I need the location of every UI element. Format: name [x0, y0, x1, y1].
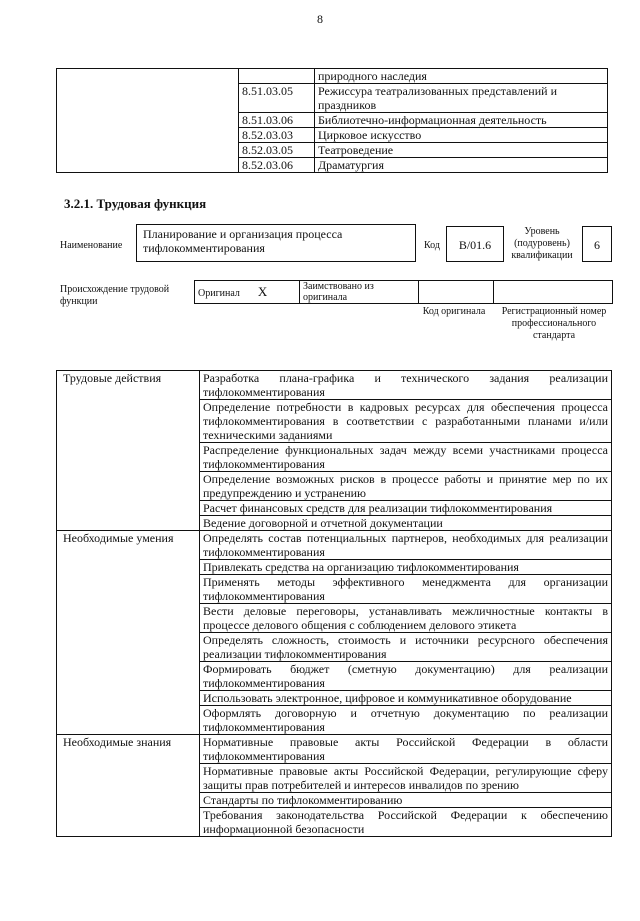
section-item: Расчет финансовых средств для реализации тифлокомментирования: [200, 501, 612, 516]
section-item: Вести деловые переговоры, устанавливать межличностные контакты в процессе делового общения с соблюдением делового этикета: [200, 604, 612, 633]
section-item: Оформлять договорную и отчетную документацию по реализации тифлокомментирования: [200, 706, 612, 735]
original-label: Оригинал: [198, 288, 240, 299]
function-row: [57, 371, 612, 400]
code-label: Код: [424, 240, 440, 251]
section-heading: 3.2.1. Трудовая функция: [64, 196, 207, 211]
code-value: B/01.6: [446, 226, 504, 262]
original-cell: [195, 281, 300, 304]
section-item: Нормативные правовые акты Российской Федерации в области тифлокомментирования: [200, 735, 612, 764]
function-table: [56, 370, 612, 837]
section-item: Определение потребности в кадровых ресурсах для обеспечения процесса тифлокомментирования в соответствии с разработанными планами и/или техническими заданиями: [200, 400, 612, 443]
function-row: [57, 735, 612, 764]
name-value: Планирование и организация процесса тифлокомментирования: [136, 224, 416, 262]
section-item: Привлекать средства на организацию тифлокомментирования: [200, 560, 612, 575]
section-item: Распределение функциональных задач между всеми участниками процесса тифлокомментирования: [200, 443, 612, 472]
reg-number-cell: [494, 281, 613, 304]
original-mark: X: [257, 284, 268, 299]
education-table: [56, 68, 608, 173]
education-group-cell: [57, 69, 239, 173]
education-code: 8.51.03.05: [239, 84, 315, 113]
section-item: Формировать бюджет (сметную документацию) для реализации тифлокомментирования: [200, 662, 612, 691]
section-header: Необходимые умения: [57, 531, 200, 735]
section-item: Использовать электронное, цифровое и коммуникативное оборудование: [200, 691, 612, 706]
function-row: [57, 531, 612, 560]
education-code: 8.52.03.05: [239, 143, 315, 158]
code-original-label: Код оригинала: [422, 306, 486, 317]
code-original-cell: [419, 281, 494, 304]
education-name: Драматургия: [315, 158, 608, 173]
education-row: [57, 69, 608, 84]
section-item: Разработка плана-графика и технического задания реализации тифлокомментирования: [200, 371, 612, 400]
origin-label: Происхождение трудовой функции: [60, 284, 170, 307]
section-item: Применять методы эффективного менеджмента для организации тифлокомментирования: [200, 575, 612, 604]
education-name: Режиссура театрализованных представлений и праздников: [315, 84, 608, 113]
level-value: 6: [582, 226, 612, 262]
education-name: Цирковое искусство: [315, 128, 608, 143]
page-number: 8: [317, 12, 323, 26]
section-item: Определение возможных рисков в процессе работы и принятие мер по их предупреждению и устранению: [200, 472, 612, 501]
name-label: Наименование: [60, 240, 123, 251]
section-header: Необходимые знания: [57, 735, 200, 837]
section-header: Трудовые действия: [57, 371, 200, 531]
education-name: природного наследия: [315, 69, 608, 84]
section-item: Ведение договорной и отчетной документации: [200, 516, 612, 531]
education-code: 8.52.03.03: [239, 128, 315, 143]
origin-table: [194, 280, 613, 304]
education-name: Театроведение: [315, 143, 608, 158]
education-code: 8.51.03.06: [239, 113, 315, 128]
section-item: Нормативные правовые акты Российской Федерации, регулирующие сферу защиты прав потребителей и интересов инвалидов по зрению: [200, 764, 612, 793]
education-code: 8.52.03.06: [239, 158, 315, 173]
section-item: Стандарты по тифлокомментированию: [200, 793, 612, 808]
section-item: Требования законодательства Российской Федерации к обеспечению информационной безопасности: [200, 808, 612, 837]
borrowed-label: Заимствовано из оригинала: [300, 281, 419, 304]
level-label: Уровень (подуровень) квалификации: [511, 226, 573, 261]
section-item: Определять сложность, стоимость и источники ресурсного обеспечения реализации тифлокомментирования: [200, 633, 612, 662]
education-name: Библиотечно-информационная деятельность: [315, 113, 608, 128]
section-item: Определять состав потенциальных партнеров, необходимых для реализации тифлокомментирования: [200, 531, 612, 560]
reg-number-label: Регистрационный номер профессионального стандарта: [501, 306, 607, 341]
education-code: [239, 69, 315, 84]
